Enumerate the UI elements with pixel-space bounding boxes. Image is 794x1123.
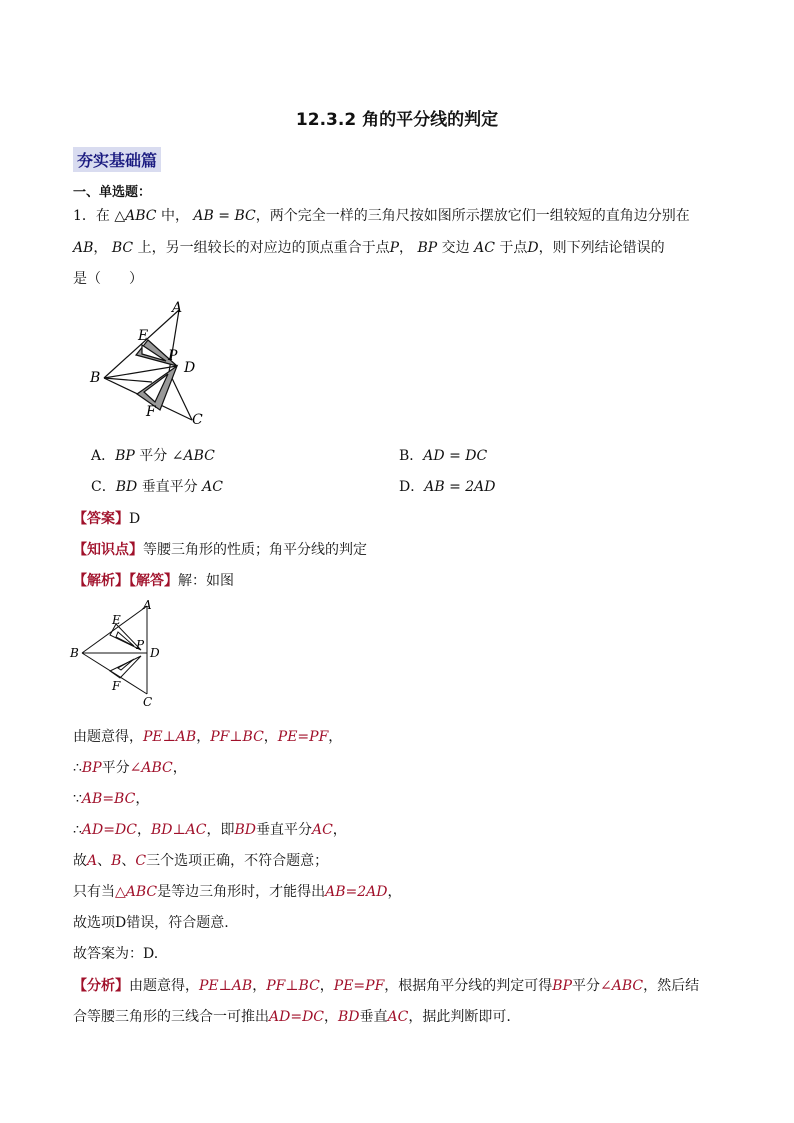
label-F: F bbox=[146, 404, 156, 420]
label-C: C bbox=[192, 412, 203, 428]
question-type-heading: 一、单选题： bbox=[73, 185, 152, 200]
question-line-2: AB， BC 上，另一组较长的对应边的顶点重合于点P， BP 交边 AC 于点D，则下列结论错误的 bbox=[73, 240, 665, 256]
analysis-line-1: 【分析】由题意得，PE⊥AB，PF⊥BC，PE=PF，根据角平分线的判定可得BP平分∠ABC，然后结 bbox=[73, 978, 700, 994]
solution-line-7: 故选项D错误，符合题意. bbox=[73, 915, 229, 931]
label-D: D bbox=[184, 360, 196, 376]
label-F-2: F bbox=[112, 679, 121, 693]
label-C-2: C bbox=[143, 695, 153, 709]
label-E: E bbox=[138, 328, 149, 344]
label-E-2: E bbox=[112, 613, 121, 627]
solution-line-1: 由题意得，PE⊥AB，PF⊥BC，PE=PF， bbox=[73, 729, 343, 745]
question-line-1: 1．在 △ABC 中， AB = BC，两个完全一样的三角尺按如图所示摆放它们一组较短的直角边分别在 bbox=[73, 208, 690, 224]
label-D-2: D bbox=[150, 646, 160, 660]
analysis-head-line: 【解析】【解答】解：如图 bbox=[73, 573, 234, 589]
label-B: B bbox=[90, 370, 101, 386]
answer-line: 【答案】D bbox=[73, 511, 141, 527]
triangle-figure-2 bbox=[68, 596, 168, 711]
label-P: P bbox=[168, 348, 178, 364]
solution-line-5: 故A、B、C三个选项正确，不符合题意； bbox=[73, 853, 329, 869]
solution-line-3: ∵AB=BC， bbox=[73, 791, 150, 807]
solution-line-8: 故答案为：D. bbox=[73, 946, 159, 962]
option-A[interactable]: A．BP 平分 ∠ABC bbox=[91, 448, 215, 464]
solution-line-2: ∴BP平分∠ABC， bbox=[73, 760, 187, 776]
option-C[interactable]: C．BD 垂直平分 AC bbox=[91, 479, 223, 495]
triangle-figure-1 bbox=[86, 298, 211, 433]
option-B[interactable]: B．AD = DC bbox=[399, 448, 488, 464]
page-title: 12.3.2 角的平分线的判定 bbox=[295, 110, 499, 130]
label-B-2: B bbox=[70, 646, 79, 660]
question-line-3: 是（ ） bbox=[73, 271, 143, 287]
label-P-2: P bbox=[136, 638, 145, 652]
analysis-line-2: 合等腰三角形的三线合一可推出AD=DC，BD垂直AC，据此判断即可. bbox=[73, 1009, 511, 1025]
solution-line-4: ∴AD=DC，BD⊥AC，即BD垂直平分AC， bbox=[73, 822, 347, 838]
section-label: 夯实基础篇 bbox=[73, 147, 161, 172]
option-D[interactable]: D．AB = 2AD bbox=[399, 479, 496, 495]
label-A-2: A bbox=[143, 598, 152, 612]
label-A: A bbox=[172, 300, 183, 316]
knowledge-line: 【知识点】等腰三角形的性质；角平分线的判定 bbox=[73, 542, 367, 558]
solution-line-6: 只有当△ABC是等边三角形时，才能得出AB=2AD， bbox=[73, 884, 402, 900]
